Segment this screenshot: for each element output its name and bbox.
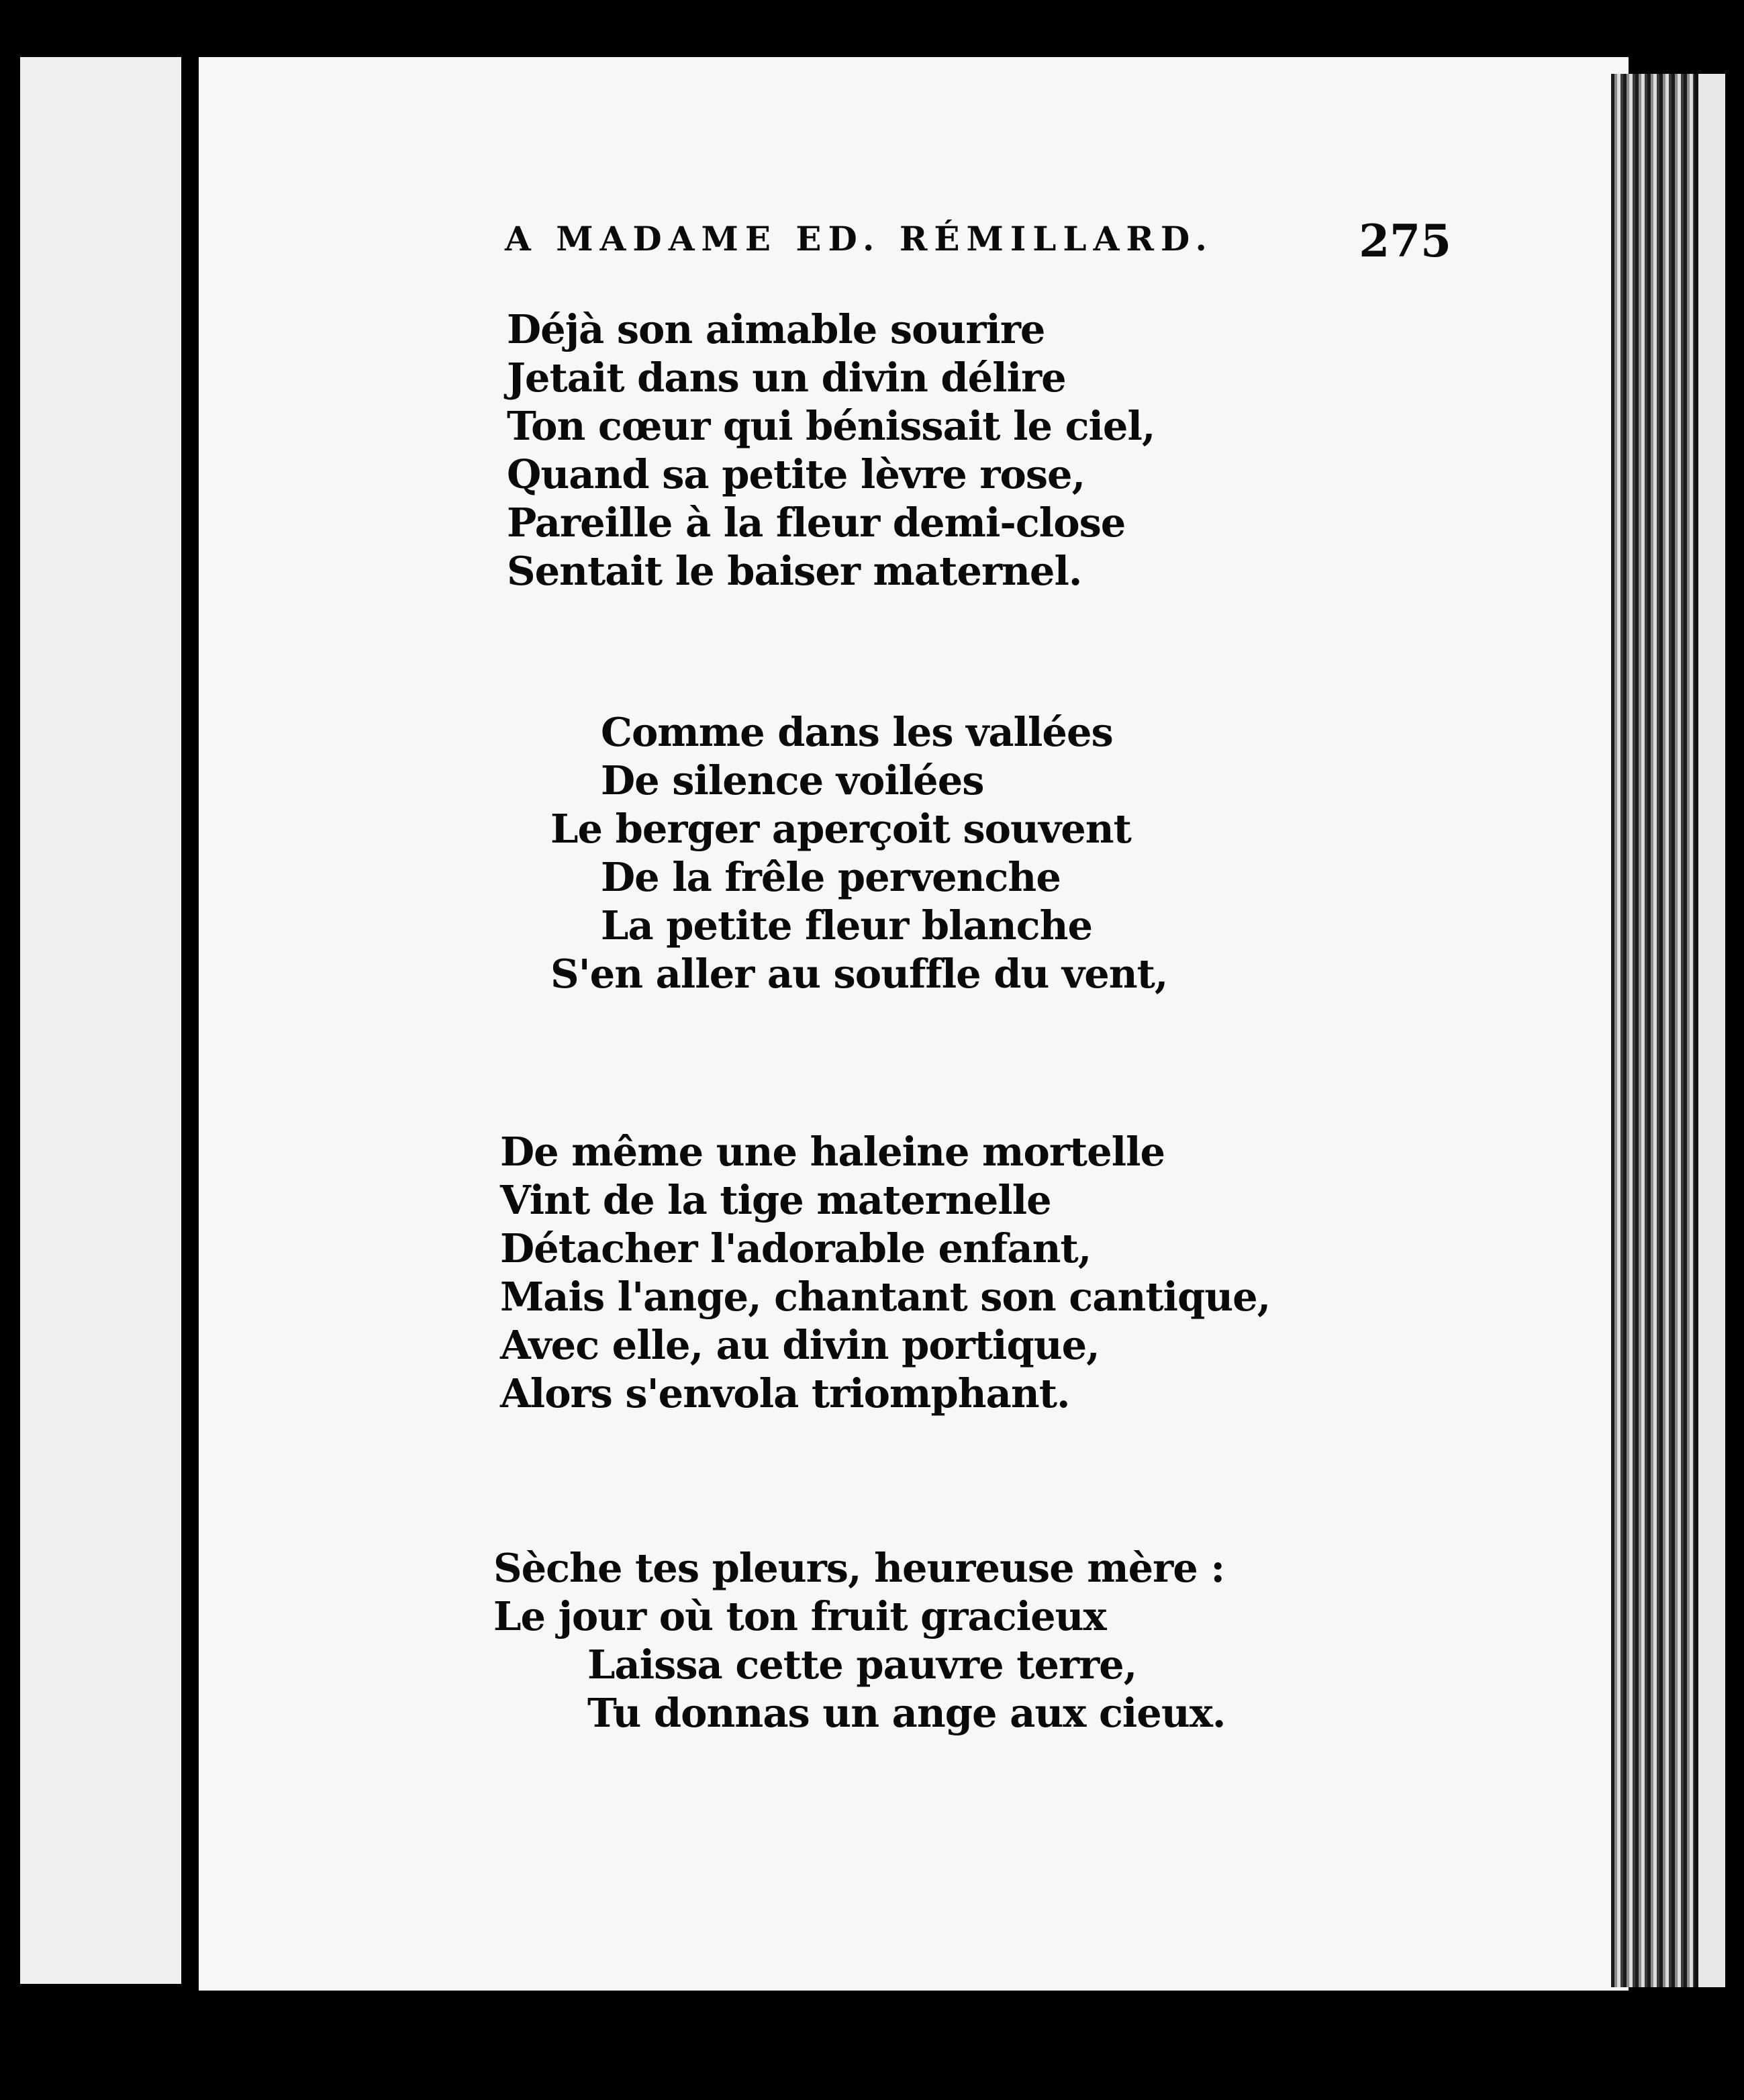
stanza-2 (550, 708, 1167, 998)
verse-line: Sèche tes pleurs, heureuse mère : (493, 1545, 1225, 1591)
verse-line: Alors s'envola triomphant. (500, 1370, 1070, 1417)
verse-line: Le berger aperçoit souvent (550, 806, 1131, 852)
verse-line: La petite fleur blanche (601, 902, 1093, 949)
verse-line: Mais l'ange, chantant son cantique, (500, 1274, 1271, 1320)
verse-line: Le jour où ton fruit gracieux (493, 1593, 1106, 1639)
verse-line: Ton cœur qui bénissait le ciel, (507, 403, 1155, 449)
page-number: 275 (1359, 215, 1451, 267)
verse-line: Détacher l'adorable enfant, (500, 1225, 1092, 1272)
stanza-4 (493, 1544, 1225, 1737)
verse-line: Tu donnas un ange aux cieux. (587, 1690, 1226, 1736)
verse-line: De la frêle pervenche (601, 854, 1061, 900)
verse-line: Avec elle, au divin portique, (500, 1322, 1100, 1368)
verse-line: Déjà son aimable sourire (507, 306, 1045, 352)
verse-line: Quand sa petite lèvre rose, (507, 451, 1085, 497)
verse-line: Pareille à la fleur demi-close (507, 499, 1126, 546)
page-header (505, 215, 1451, 269)
verse-line: Sentait le baiser maternel. (507, 548, 1082, 594)
verse-line: Laissa cette pauvre terre, (587, 1641, 1137, 1688)
verse-line: S'en aller au souffle du vent, (550, 951, 1168, 997)
verse-line: Comme dans les vallées (601, 709, 1113, 755)
running-head: A MADAME ED. RÉMILLARD. (505, 219, 1214, 258)
verse-line: Vint de la tige maternelle (500, 1177, 1051, 1223)
verse-line: De même une haleine mortelle (500, 1129, 1165, 1175)
page-edge-stack (1611, 74, 1725, 1987)
stanza-1 (507, 305, 1155, 595)
verse-line: Jetait dans un divin délire (507, 354, 1066, 401)
facing-page-edge (20, 57, 181, 1984)
stanza-3 (500, 1128, 1270, 1418)
verse-line: De silence voilées (601, 757, 984, 804)
